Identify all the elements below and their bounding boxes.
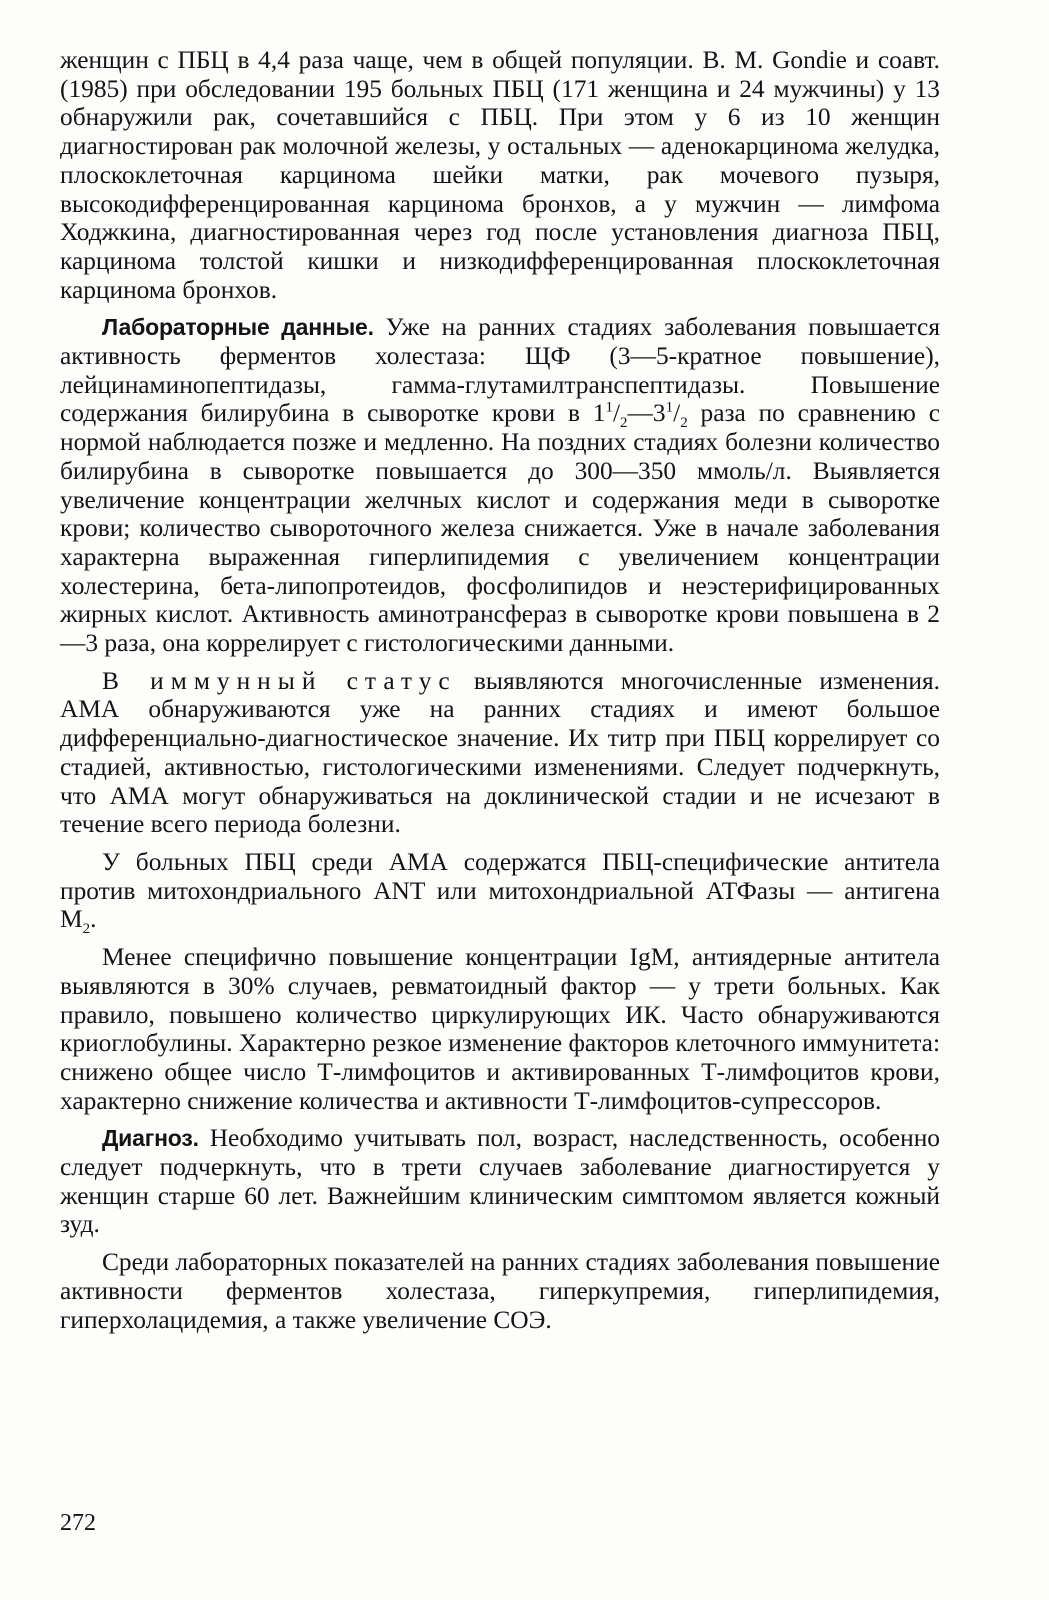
antigen-subscript: 2	[82, 921, 91, 938]
immune-status-text: выявляются многочисленные изменения. АМА обнаруживаются уже на ранних стадиях и имеют большое дифференциально-диагностическое значение. Их титр при ПБЦ коррелирует со стадией, активностью, гистологическими изменениями. Следует подчеркнуть, что АМА могут обнаруживаться на доклинической стадии и не исчезают в течение всего периода болезни.	[60, 666, 940, 839]
laboratory-text-part-1: Уже на ранних стадиях заболевания повышается активность ферментов холестаза: ЩФ (3—5-кратное повышение), лейцинаминопептидазы, гамма-глутамилтранспептидазы. Повышение содержания билирубина в сыворотке крови в 1	[60, 313, 940, 428]
laboratory-text-part-3: раза по сравнению с нормой наблюдается позже и медленно. На поздних стадиях болезни количество билирубина в сыворотке повышается до 300—350 ммоль/л. Выявляется увеличение концентрации желчных кислот и содержания меди в сыворотке крови; количество сывороточного железа снижается. Уже в начале заболевания характерна выраженная гиперлипидемия с увеличением концентрации холестерина, бета-липопротеидов, фосфолипидов и неэстерифицированных жирных кислот. Активность аминотрансфераз в сыворотке крови повышена в 2—3 раза, она коррелирует с гистологическими данными.	[60, 399, 940, 658]
paragraph-laboratory-data: Лабораторные данные. Уже на ранних стадиях заболевания повышается активность ферментов холестаза: ЩФ (3—5-кратное повышение), лейцинаминопептидазы, гамма-глутамилтранспептидазы. Повышение содержания билирубина в сыворотке крови в $1^1/_2—3^1/_2$ раза по сравнению с нормой наблюдается позже и медленно. На поздних стадиях болезни количество билирубина в сыворотке повышается до 300—350 ммоль/л. Выявляется увеличение концентрации желчных кислот и содержания меди в сыворотке крови; количество сывороточного железа снижается. Уже в начале заболевания характерна выраженная гиперлипидемия с увеличением концентрации холестерина, бета-липопротеидов, фосфолипидов и неэстерифицированных жирных кислот. Активность аминотрансфераз в сыворотке крови повышена в 2—3 раза, она коррелирует с гистологическими данными.	[60, 313, 940, 658]
fraction-numerator: 1	[605, 399, 613, 416]
antibodies-text: У больных ПБЦ среди АМА содержатся ПБЦ-специфические антитела против митохондриального ANT или митохондриальной АТФазы — антигена М	[60, 847, 940, 934]
fraction-denominator: 2	[620, 415, 628, 432]
paragraph-cancer-association: женщин с ПБЦ в 4,4 раза чаще, чем в общей популяции. В. М. Gondie и соавт. (1985) при обследовании 195 больных ПБЦ (171 женщина и 24 мужчины) у 13 обнаружили рак, сочетавшийся с ПБЦ. При этом у 6 из 10 женщин диагностирован рак молочной железы, у остальных — аденокарцинома желудка, плоскоклеточная карцинома шейки матки, рак мочевого пузыря, высокодифференцированная карцинома бронхов, а у мужчин — лимфома Ходжкина, диагностированная через год после установления диагноза ПБЦ, карцинома толстой кишки и низкодифференцированная плоскоклеточная карцинома бронхов.	[60, 46, 940, 304]
heading-laboratory-data: Лабораторные данные.	[102, 314, 374, 341]
paragraph-immune-status	[60, 667, 940, 839]
paragraph-pbc-antibodies	[60, 847, 940, 938]
page-number: 272	[60, 1510, 96, 1536]
fraction-numerator: 1	[665, 399, 674, 416]
paragraph-lab-indicators: Среди лабораторных показателей на ранних стадиях заболевания повышение активности ферментов холестаза, гиперкупремия, гиперлипидемия, гиперхолацидемия, а также увеличение СОЭ.	[60, 1248, 940, 1334]
paragraph-nonspecific-changes: Менее специфично повышение концентрации IgM, антиядерные антитела выявляются в 30% случаев, ревматоидный фактор — у трети больных. Как правило, повышено количество циркулирующих ИК. Часто обнаруживаются криоглобулины. Характерно резкое изменение факторов клеточного иммунитета: снижено общее число Т-лимфоцитов и активированных Т-лимфоцитов крови, характерно снижение количества и активности Т-лимфоцитов-супрессоров.	[60, 943, 940, 1115]
antibodies-text-end: .	[90, 905, 97, 934]
laboratory-text-part-2: —3	[627, 399, 666, 428]
diagnosis-text: Необходимо учитывать пол, возраст, наследственность, особенно следует подчеркнуть, что в трети случаев заболевание диагностируется у женщин старше 60 лет. Важнейшим клиническим симптомом является кожный зуд.	[60, 1124, 940, 1239]
body-text	[60, 46, 940, 1334]
fraction-denominator: 2	[680, 415, 688, 432]
paragraph-diagnosis	[60, 1124, 940, 1239]
heading-diagnosis: Диагноз.	[102, 1125, 199, 1152]
heading-immune-status: В иммунный статус	[102, 666, 457, 695]
